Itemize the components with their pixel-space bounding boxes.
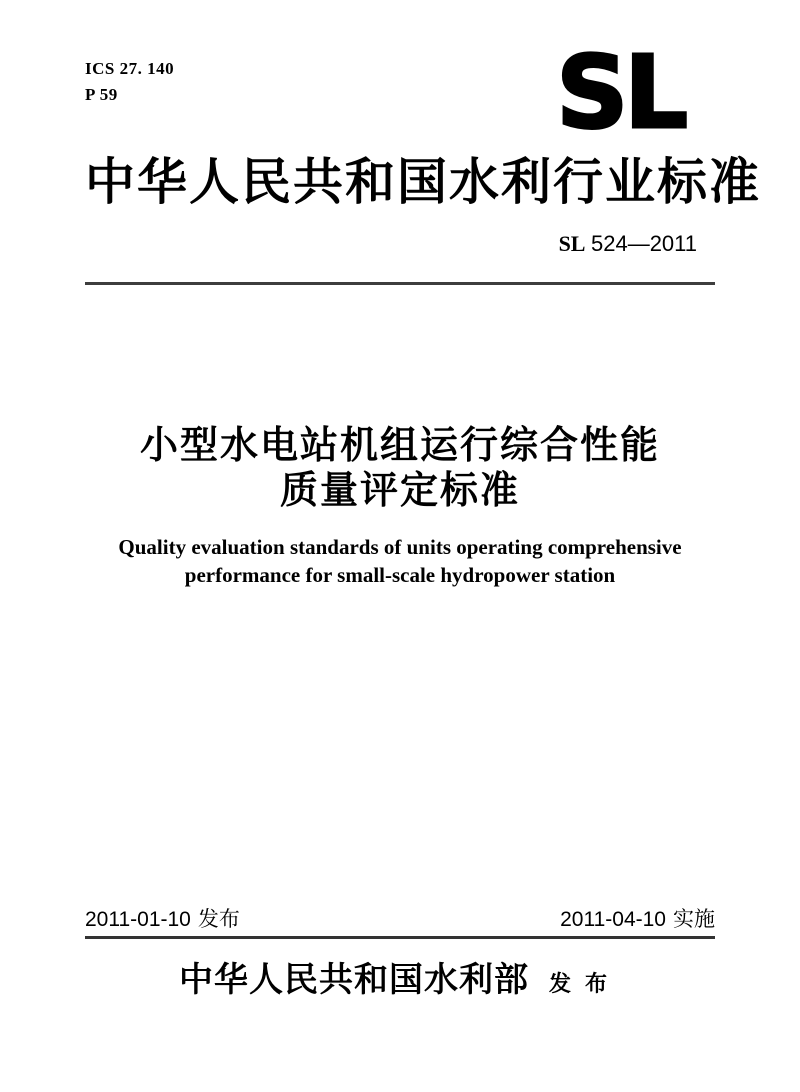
english-title-line1: Quality evaluation standards of units operating comprehensive [118, 535, 682, 559]
publish-action-label: 发布 [548, 971, 621, 996]
ics-code: ICS 27. 140 [85, 59, 175, 78]
sl-logo: SL [556, 34, 684, 151]
standard-code-number: 524—2011 [590, 231, 697, 256]
class-code: P 59 [85, 85, 118, 105]
publisher-row [0, 960, 800, 1002]
implement-date-group [560, 907, 715, 933]
issue-date-group [85, 907, 240, 933]
main-title-english [0, 533, 800, 589]
bottom-horizontal-rule [85, 936, 715, 939]
standard-type-heading: 中华人民共和国水利行业标准 [85, 154, 761, 210]
publisher-name: 中华人民共和国水利部 [178, 962, 529, 999]
english-title-line2: performance for small-scale hydropower station [184, 563, 616, 587]
implement-label: 实施 [673, 908, 715, 931]
classification-codes [85, 56, 174, 109]
main-title-chinese [0, 424, 800, 514]
top-horizontal-rule [85, 282, 715, 285]
main-title-line1: 小型水电站机组运行综合性能 [139, 425, 660, 467]
date-row [85, 907, 715, 933]
issue-label: 发布 [197, 908, 240, 931]
main-title-line2: 质量评定标准 [279, 470, 520, 512]
standard-code-prefix: SL [558, 231, 586, 256]
implement-date: 2011-04-10 [560, 908, 666, 931]
standard-number [559, 230, 697, 258]
issue-date: 2011-01-10 [85, 908, 191, 931]
